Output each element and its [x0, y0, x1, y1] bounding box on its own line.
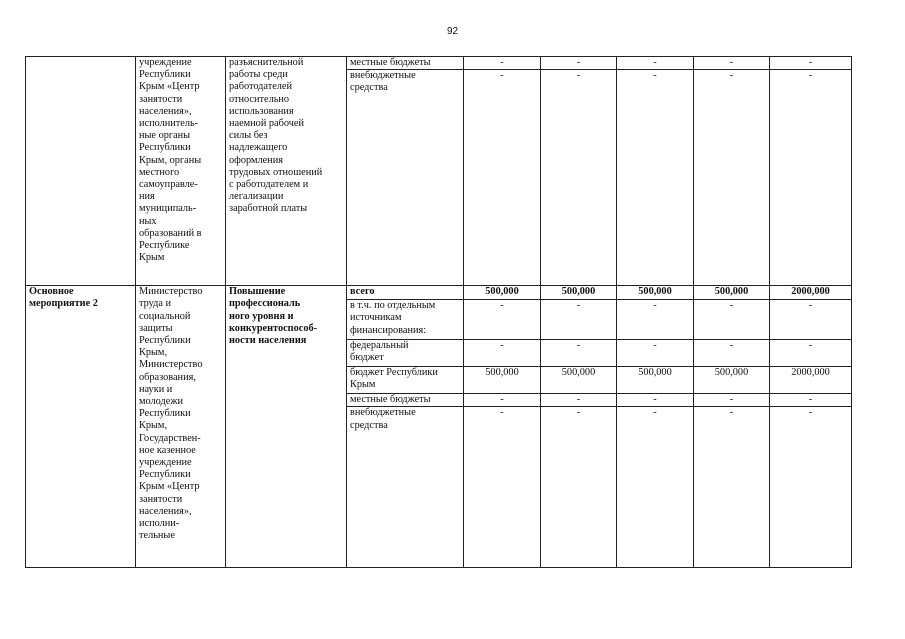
funding-source: федеральный бюджет	[347, 340, 464, 367]
value-cell: -	[694, 340, 770, 367]
value-cell: -	[541, 57, 617, 70]
funding-source: всего	[347, 286, 464, 300]
value-cell: -	[464, 300, 541, 340]
value-cell: -	[541, 70, 617, 286]
value-cell: -	[541, 407, 617, 568]
value-cell: -	[694, 407, 770, 568]
value-cell: -	[694, 70, 770, 286]
value-cell: -	[464, 394, 541, 407]
funding-source: в т.ч. по отдельным источникам финансирования:	[347, 300, 464, 340]
funding-source: внебюджетные средства	[347, 70, 464, 286]
value-cell: -	[694, 57, 770, 70]
value-cell: -	[617, 407, 694, 568]
value-cell: 2000,000	[770, 286, 852, 300]
measure-name-cell	[26, 57, 136, 286]
funding-source: местные бюджеты	[347, 394, 464, 407]
value-cell: 2000,000	[770, 367, 852, 394]
value-cell: 500,000	[464, 286, 541, 300]
funding-source: внебюджетные средства	[347, 407, 464, 568]
value-cell: 500,000	[464, 367, 541, 394]
executor-cell: учреждение Республики Крым «Центр занятости населения», исполнитель- ные органы Республики Крым, органы местного самоуправле- ния муниципаль- ных образований в Республике Крым	[136, 57, 226, 286]
content-cell: Повышение профессиональ ного уровня и конкурентоспособ- ности населения	[226, 286, 347, 568]
value-cell: -	[770, 300, 852, 340]
value-cell: 500,000	[694, 286, 770, 300]
value-cell: -	[617, 340, 694, 367]
funding-table	[25, 56, 852, 568]
value-cell: -	[617, 300, 694, 340]
value-cell: -	[770, 394, 852, 407]
funding-source: бюджет Республики Крым	[347, 367, 464, 394]
value-cell: -	[694, 394, 770, 407]
value-cell: -	[694, 300, 770, 340]
value-cell: -	[617, 70, 694, 286]
funding-source: местные бюджеты	[347, 57, 464, 70]
value-cell: 500,000	[617, 286, 694, 300]
value-cell: -	[770, 57, 852, 70]
value-cell: -	[541, 300, 617, 340]
value-cell: -	[617, 57, 694, 70]
value-cell: 500,000	[617, 367, 694, 394]
table-row	[26, 57, 852, 70]
measure-name-cell: Основное мероприятие 2	[26, 286, 136, 568]
value-cell: -	[464, 57, 541, 70]
value-cell: -	[464, 70, 541, 286]
value-cell: -	[464, 407, 541, 568]
value-cell: 500,000	[541, 367, 617, 394]
page-number: 92	[446, 26, 459, 37]
value-cell: -	[770, 340, 852, 367]
value-cell: -	[770, 70, 852, 286]
content-cell: разъяснительной работы среди работодателей относительно использования наемной рабочей силы без надлежащего оформления трудовых отношений с работодателем и легализации заработной платы	[226, 57, 347, 286]
executor-cell: Министерство труда и социальной защиты Республики Крым, Министерство образования, науки и молодежи Республики Крым, Государствен- ное казенное учреждение Республики Крым «Центр занятости населения», исполни- тельные	[136, 286, 226, 568]
table-row	[26, 286, 852, 300]
value-cell: -	[617, 394, 694, 407]
value-cell: -	[541, 340, 617, 367]
value-cell: 500,000	[694, 367, 770, 394]
value-cell: -	[464, 340, 541, 367]
value-cell: 500,000	[541, 286, 617, 300]
value-cell: -	[541, 394, 617, 407]
value-cell: -	[770, 407, 852, 568]
